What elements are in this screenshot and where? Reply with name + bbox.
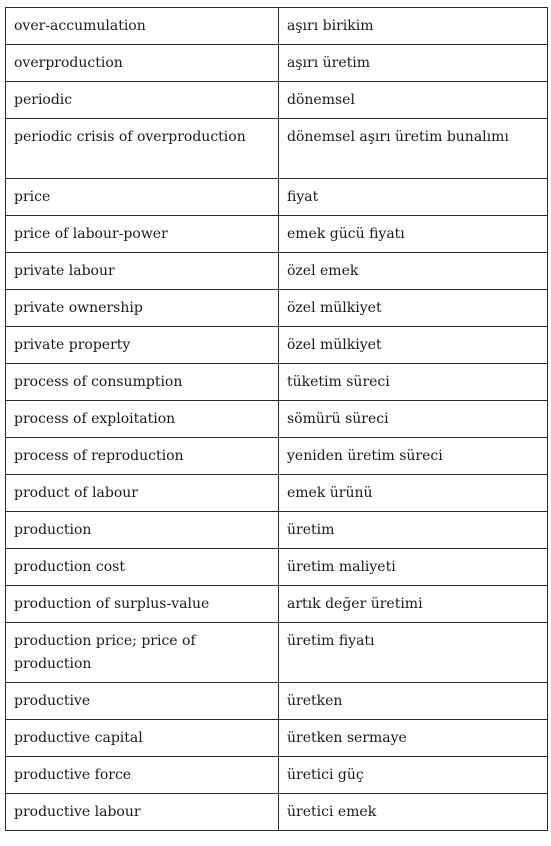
english-term-cell: productive capital (6, 720, 279, 757)
table-row (6, 683, 548, 720)
table-row (6, 401, 548, 438)
table-row (6, 586, 548, 623)
table-row (6, 720, 548, 757)
table-row (6, 438, 548, 475)
english-term-cell: process of consumption (6, 364, 279, 401)
turkish-translation-cell: aşırı üretim (279, 45, 548, 82)
table-row (6, 757, 548, 794)
turkish-translation-cell: dönemsel (279, 82, 548, 119)
table-row (6, 364, 548, 401)
english-term-cell: process of reproduction (6, 438, 279, 475)
table-row (6, 290, 548, 327)
turkish-translation-cell: emek ürünü (279, 475, 548, 512)
english-term-cell: price of labour-power (6, 216, 279, 253)
turkish-translation-cell: üretken (279, 683, 548, 720)
turkish-translation-cell: üretim fiyatı (279, 623, 548, 683)
turkish-translation-cell: üretici emek (279, 794, 548, 831)
turkish-translation-cell: tüketim süreci (279, 364, 548, 401)
english-term-cell: private property (6, 327, 279, 364)
english-term-cell: private ownership (6, 290, 279, 327)
turkish-translation-cell: üretim maliyeti (279, 549, 548, 586)
turkish-translation-cell: üretici güç (279, 757, 548, 794)
table-row (6, 475, 548, 512)
turkish-translation-cell: özel mülkiyet (279, 327, 548, 364)
turkish-translation-cell: sömürü süreci (279, 401, 548, 438)
english-term-cell: production of surplus-value (6, 586, 279, 623)
english-term-cell: process of exploitation (6, 401, 279, 438)
table-row (6, 119, 548, 179)
english-term-cell: productive (6, 683, 279, 720)
glossary-table (5, 7, 548, 831)
turkish-translation-cell: dönemsel aşırı üretim bunalımı (279, 119, 548, 179)
table-row (6, 45, 548, 82)
turkish-translation-cell: aşırı birikim (279, 8, 548, 45)
turkish-translation-cell: üretim (279, 512, 548, 549)
table-row (6, 327, 548, 364)
english-term-cell: periodic crisis of overproduction (6, 119, 279, 179)
table-row (6, 549, 548, 586)
english-term-cell: productive labour (6, 794, 279, 831)
glossary-body (6, 8, 548, 831)
turkish-translation-cell: artık değer üretimi (279, 586, 548, 623)
table-row (6, 8, 548, 45)
turkish-translation-cell: yeniden üretim süreci (279, 438, 548, 475)
turkish-translation-cell: özel emek (279, 253, 548, 290)
turkish-translation-cell: fiyat (279, 179, 548, 216)
turkish-translation-cell: üretken sermaye (279, 720, 548, 757)
table-row (6, 512, 548, 549)
english-term-cell: price (6, 179, 279, 216)
table-row (6, 623, 548, 683)
table-row (6, 253, 548, 290)
table-row (6, 794, 548, 831)
english-term-cell: overproduction (6, 45, 279, 82)
english-term-cell: over-accumulation (6, 8, 279, 45)
english-term-cell: periodic (6, 82, 279, 119)
english-term-cell: production price; price of production (6, 623, 279, 683)
turkish-translation-cell: özel mülkiyet (279, 290, 548, 327)
english-term-cell: productive force (6, 757, 279, 794)
english-term-cell: product of labour (6, 475, 279, 512)
english-term-cell: production cost (6, 549, 279, 586)
table-row (6, 216, 548, 253)
turkish-translation-cell: emek gücü fiyatı (279, 216, 548, 253)
table-row (6, 179, 548, 216)
english-term-cell: private labour (6, 253, 279, 290)
english-term-cell: production (6, 512, 279, 549)
table-row (6, 82, 548, 119)
